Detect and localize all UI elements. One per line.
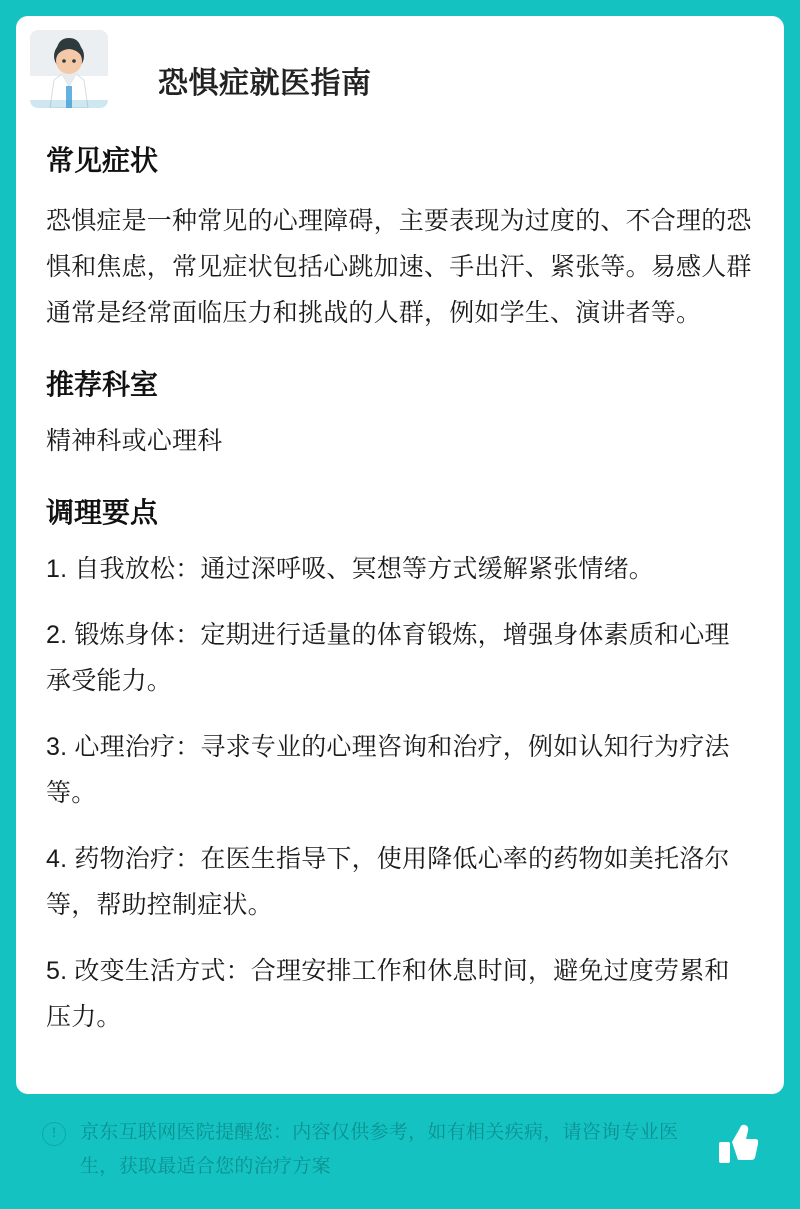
footer-disclaimer-bar [16,1094,784,1209]
list-item: 3. 心理治疗：寻求专业的心理咨询和治疗，例如认知行为疗法等。 [46,733,730,807]
list-item: 5. 改变生活方式：合理安排工作和休息时间，避免过度劳累和压力。 [46,957,730,1031]
list-item: 4. 药物治疗：在医生指导下，使用降低心率的药物如美托洛尔等，帮助控制症状。 [46,845,730,919]
guide-content [46,142,754,1040]
list-item: 2. 锻炼身体：定期进行适量的体育锻炼，增强身体素质和心理承受能力。 [46,621,730,695]
thumbs-up-icon[interactable] [718,1122,758,1166]
doctor-avatar-icon [30,30,108,108]
section-heading-care-points: 调理要点 [46,497,159,528]
section-heading-symptoms: 常见症状 [46,145,159,176]
symptoms-paragraph: 恐惧症是一种常见的心理障碍，主要表现为过度的、不合理的恐惧和焦虑，常见症状包括心跳加速、手出汗、紧张等。易感人群通常是经常面临压力和挑战的人群，例如学生、演讲者等。 [46,207,752,327]
page-title: 恐惧症就医指南 [158,67,372,100]
department-text: 精神科或心理科 [46,427,223,455]
list-item: 1. 自我放松：通过深呼吸、冥想等方式缓解紧张情绪。 [46,555,654,583]
section-heading-department: 推荐科室 [46,369,159,400]
disclaimer-text: 京东互联网医院提醒您：内容仅供参考，如有相关疾病，请咨询专业医生，获取最适合您的治疗方案 [80,1122,679,1177]
info-icon: ! [42,1122,66,1146]
guide-card [16,16,784,1094]
